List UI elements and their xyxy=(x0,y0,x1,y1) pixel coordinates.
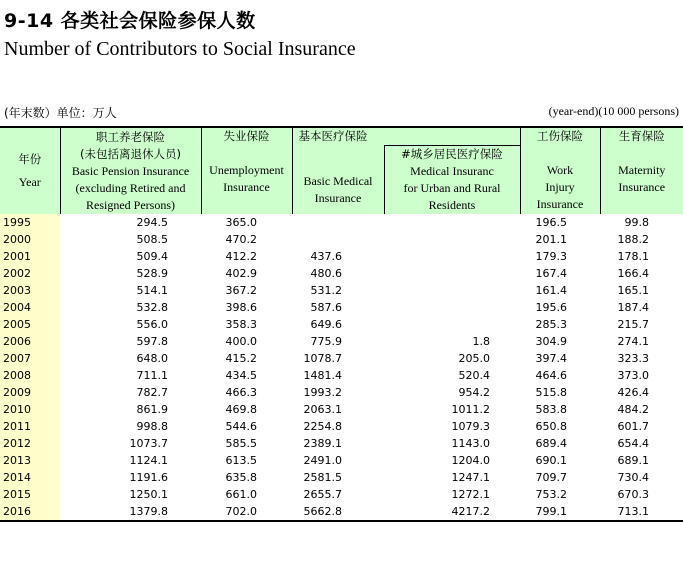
cell-maternity: 713.1 xyxy=(600,503,683,521)
cell-work-injury: 397.4 xyxy=(535,352,567,365)
cell-year: 2012 xyxy=(0,435,60,452)
table-row xyxy=(0,452,683,469)
cell-basic-medical: 2063.1 xyxy=(303,403,342,416)
cell-basic-medical: 587.6 xyxy=(310,301,342,314)
cell-unemployment: 702.0 xyxy=(201,503,292,521)
cell-work-injury: 690.1 xyxy=(535,454,567,467)
cell-maternity: 165.1 xyxy=(617,284,649,297)
header-year-cn: 年份 xyxy=(18,152,42,166)
cell-year: 2014 xyxy=(0,469,60,486)
cell-urban-rural-medical: 954.2 xyxy=(458,386,490,399)
header-year xyxy=(0,127,60,214)
cell-maternity: 274.1 xyxy=(617,335,649,348)
cell-unemployment: 470.2 xyxy=(225,233,257,246)
cell-urban-rural-medical xyxy=(384,248,520,265)
header-unemp-en1: Unemployment xyxy=(209,163,284,177)
header-basic-medical xyxy=(292,146,384,215)
cell-basic-medical: 649.6 xyxy=(310,318,342,331)
cell-basic-medical: 2389.1 xyxy=(303,437,342,450)
cell-unemployment: 635.8 xyxy=(225,471,257,484)
table-row xyxy=(0,214,683,231)
cell-year: 2016 xyxy=(0,503,60,521)
cell-work-injury: 709.7 xyxy=(535,471,567,484)
table-row xyxy=(0,435,683,452)
header-pension-en1: Basic Pension Insurance xyxy=(71,163,190,178)
cell-work-injury: 583.8 xyxy=(535,403,567,416)
cell-basic-medical: 1993.2 xyxy=(303,386,342,399)
cell-basic-medical: 2254.8 xyxy=(303,420,342,433)
table-row xyxy=(0,299,683,316)
cell-pension: 861.9 xyxy=(136,403,168,416)
cell-work-injury: 304.9 xyxy=(535,335,567,348)
cell-unemployment: 585.5 xyxy=(225,437,257,450)
cell-maternity: 670.3 xyxy=(617,488,649,501)
cell-urban-rural-medical xyxy=(384,265,520,282)
table-row xyxy=(0,418,683,435)
cell-urban-rural-medical: 520.4 xyxy=(458,369,490,382)
contributors-table xyxy=(0,126,683,522)
cell-year: 2004 xyxy=(0,299,60,316)
cell-unemployment: 661.0 xyxy=(225,488,257,501)
header-injury-en1: Work xyxy=(546,163,574,177)
cell-year: 2005 xyxy=(0,316,60,333)
cell-unemployment: 365.0 xyxy=(225,216,257,229)
cell-pension: 711.1 xyxy=(136,369,168,382)
cell-pension: 528.9 xyxy=(136,267,168,280)
cell-pension: 648.0 xyxy=(136,352,168,365)
header-urban-rural-en3: Residents xyxy=(428,198,476,212)
header-medical-en1: Basic Medical xyxy=(303,173,373,188)
cell-urban-rural-medical: 1011.2 xyxy=(451,403,490,416)
cell-urban-rural-medical: 1204.0 xyxy=(451,454,490,467)
cell-work-injury: 464.6 xyxy=(535,369,567,382)
header-year-en: Year xyxy=(18,175,41,189)
cell-basic-medical: 437.6 xyxy=(310,250,342,263)
unit-note-en: (year-end)(10 000 persons) xyxy=(548,104,679,118)
cell-basic-medical: 531.2 xyxy=(310,284,342,297)
table-row xyxy=(0,231,683,248)
cell-maternity: 178.1 xyxy=(617,250,649,263)
header-urban-rural-medical xyxy=(384,146,520,215)
cell-work-injury: 799.1 xyxy=(520,503,600,521)
table-row xyxy=(0,384,683,401)
cell-urban-rural-medical xyxy=(384,299,520,316)
cell-basic-medical xyxy=(292,214,384,231)
cell-maternity: 730.4 xyxy=(617,471,649,484)
cell-unemployment: 466.3 xyxy=(225,386,257,399)
cell-unemployment: 613.5 xyxy=(225,454,257,467)
header-maternity-en2: Insurance xyxy=(618,180,666,194)
cell-pension: 556.0 xyxy=(136,318,168,331)
table-header xyxy=(0,127,683,214)
cell-pension: 1250.1 xyxy=(129,488,168,501)
cell-basic-medical: 1078.7 xyxy=(303,352,342,365)
cell-pension: 1191.6 xyxy=(129,471,168,484)
cell-urban-rural-medical: 205.0 xyxy=(458,352,490,365)
cell-year: 2007 xyxy=(0,350,60,367)
cell-work-injury: 650.8 xyxy=(535,420,567,433)
cell-unemployment: 415.2 xyxy=(225,352,257,365)
cell-year: 2015 xyxy=(0,486,60,503)
cell-pension: 514.1 xyxy=(136,284,168,297)
cell-urban-rural-medical xyxy=(384,214,520,231)
cell-work-injury: 753.2 xyxy=(535,488,567,501)
header-unemployment xyxy=(201,127,292,214)
header-pension-cn1: 职工养老保险 xyxy=(96,129,165,144)
header-pension xyxy=(60,127,201,214)
header-medical-cn: 基本医疗保险 xyxy=(298,129,368,143)
cell-unemployment: 398.6 xyxy=(225,301,257,314)
cell-urban-rural-medical: 1.8 xyxy=(472,335,490,348)
header-work-injury xyxy=(520,127,600,214)
cell-year: 2006 xyxy=(0,333,60,350)
table-row xyxy=(0,469,683,486)
cell-year: 2013 xyxy=(0,452,60,469)
cell-work-injury: 515.8 xyxy=(535,386,567,399)
cell-pension: 508.5 xyxy=(136,233,168,246)
cell-pension: 1073.7 xyxy=(129,437,168,450)
table-row xyxy=(0,265,683,282)
cell-year: 2009 xyxy=(0,384,60,401)
cell-maternity: 215.7 xyxy=(617,318,649,331)
cell-urban-rural-medical: 1272.1 xyxy=(451,488,490,501)
cell-pension: 532.8 xyxy=(136,301,168,314)
header-urban-rural-en2: for Urban and Rural xyxy=(403,181,501,195)
header-injury-en3: Insurance xyxy=(536,197,584,211)
header-unemp-en2: Insurance xyxy=(223,180,270,194)
header-pension-en3: Resigned Persons) xyxy=(86,197,175,212)
cell-maternity: 99.8 xyxy=(624,216,649,229)
table-row xyxy=(0,367,683,384)
cell-pension: 597.8 xyxy=(136,335,168,348)
cell-maternity: 426.4 xyxy=(617,386,649,399)
cell-year: 2010 xyxy=(0,401,60,418)
header-pension-en2: (excluding Retired and xyxy=(75,180,186,195)
cell-maternity: 654.4 xyxy=(617,437,649,450)
cell-urban-rural-medical: 1079.3 xyxy=(451,420,490,433)
cell-work-injury: 161.4 xyxy=(535,284,567,297)
cell-unemployment: 544.6 xyxy=(225,420,257,433)
table-row xyxy=(0,350,683,367)
header-injury-cn: 工伤保险 xyxy=(537,129,583,143)
cell-urban-rural-medical: 4217.2 xyxy=(384,503,520,521)
header-maternity-cn: 生育保险 xyxy=(618,129,665,143)
cell-basic-medical: 2655.7 xyxy=(303,488,342,501)
table-row xyxy=(0,503,683,521)
cell-basic-medical: 5662.8 xyxy=(292,503,384,521)
cell-basic-medical xyxy=(292,231,384,248)
cell-basic-medical: 775.9 xyxy=(310,335,342,348)
cell-urban-rural-medical xyxy=(384,282,520,299)
cell-basic-medical: 2491.0 xyxy=(303,454,342,467)
cell-basic-medical: 2581.5 xyxy=(303,471,342,484)
table-row xyxy=(0,486,683,503)
cell-urban-rural-medical: 1247.1 xyxy=(451,471,490,484)
cell-pension: 1379.8 xyxy=(60,503,201,521)
cell-pension: 782.7 xyxy=(136,386,168,399)
cell-maternity: 187.4 xyxy=(617,301,649,314)
cell-work-injury: 196.5 xyxy=(535,216,567,229)
cell-work-injury: 285.3 xyxy=(535,318,567,331)
cell-basic-medical: 480.6 xyxy=(310,267,342,280)
table-row xyxy=(0,401,683,418)
cell-year: 2000 xyxy=(0,231,60,248)
cell-year: 2002 xyxy=(0,265,60,282)
cell-unemployment: 358.3 xyxy=(225,318,257,331)
table-row xyxy=(0,316,683,333)
cell-urban-rural-medical xyxy=(384,231,520,248)
cell-unemployment: 367.2 xyxy=(225,284,257,297)
cell-year: 2011 xyxy=(0,418,60,435)
cell-work-injury: 689.4 xyxy=(535,437,567,450)
cell-year: 2008 xyxy=(0,367,60,384)
cell-pension: 1124.1 xyxy=(129,454,168,467)
header-maternity-en1: Maternity xyxy=(618,163,666,177)
page-title-cn: 9-14 各类社会保险参保人数 xyxy=(4,10,256,32)
cell-year: 2003 xyxy=(0,282,60,299)
table-row xyxy=(0,333,683,350)
cell-unemployment: 402.9 xyxy=(225,267,257,280)
cell-unemployment: 469.8 xyxy=(225,403,257,416)
header-medical-group xyxy=(292,127,520,146)
cell-maternity: 188.2 xyxy=(617,233,649,246)
cell-unemployment: 400.0 xyxy=(225,335,257,348)
cell-urban-rural-medical: 1143.0 xyxy=(451,437,490,450)
header-medical-en2: Insurance xyxy=(314,190,362,205)
cell-work-injury: 195.6 xyxy=(535,301,567,314)
header-urban-rural-en1: Medical Insuranc xyxy=(410,164,494,178)
cell-year: 2001 xyxy=(0,248,60,265)
cell-unemployment: 412.2 xyxy=(225,250,257,263)
cell-basic-medical: 1481.4 xyxy=(303,369,342,382)
cell-maternity: 484.2 xyxy=(617,403,649,416)
cell-maternity: 601.7 xyxy=(617,420,649,433)
cell-pension: 998.8 xyxy=(136,420,168,433)
header-pension-cn2: (未包括离退休人员) xyxy=(80,146,181,161)
header-urban-rural-cn: #城乡居民医疗保险 xyxy=(401,147,503,161)
table-row xyxy=(0,282,683,299)
header-maternity xyxy=(600,127,683,214)
table-body xyxy=(0,214,683,521)
header-injury-en2: Injury xyxy=(545,180,575,194)
cell-work-injury: 201.1 xyxy=(535,233,567,246)
cell-year: 1995 xyxy=(0,214,60,231)
cell-pension: 509.4 xyxy=(136,250,168,263)
cell-maternity: 373.0 xyxy=(617,369,649,382)
table-row xyxy=(0,248,683,265)
cell-urban-rural-medical xyxy=(384,316,520,333)
cell-work-injury: 167.4 xyxy=(535,267,567,280)
cell-maternity: 689.1 xyxy=(617,454,649,467)
page-title-en: Number of Contributors to Social Insurance xyxy=(4,38,356,60)
cell-work-injury: 179.3 xyxy=(535,250,567,263)
cell-unemployment: 434.5 xyxy=(225,369,257,382)
unit-note-cn: (年末数）单位：万人 xyxy=(4,106,117,120)
cell-pension: 294.5 xyxy=(136,216,168,229)
cell-maternity: 166.4 xyxy=(617,267,649,280)
cell-maternity: 323.3 xyxy=(617,352,649,365)
header-unemp-cn: 失业保险 xyxy=(223,129,270,143)
